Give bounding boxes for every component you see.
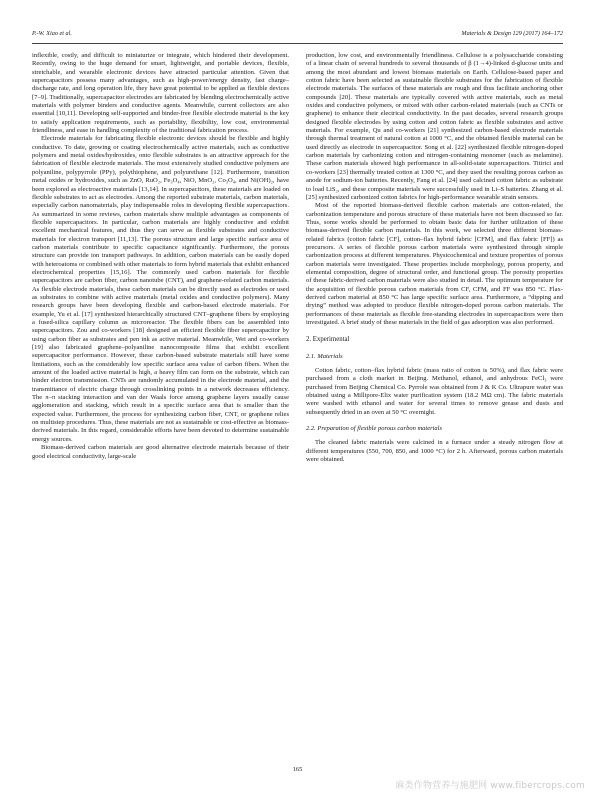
this-work-paragraph: Most of the reported biomass-derived flexible carbon materials are cotton-related, the carbonization temperature and porous structure of these materials have not been discussed so far. Thus, some works should be performed to obtain basic data for further utilization of these biomass-derived flexible carbon materials. In this work, we selected three different biomass-related fabrics (cotton fabric [CF], cotton–flax hybrid fabric [CFM], and flax fabric [FF]) as precursors. A series of flexible porous carbon materials were synthesized through simple carbonization process at different temperatures. Physicochemical and texture properties of porous carbon materials were investigated. These properties include morphology, porous property, and elemental composition, degree of structural order, and functional group. The porosity properties of these fabric-derived carbon materials were also studied in detail. The optimum temperature for the acquisition of flexible porous carbon materials from CF, CFM, and FF was 850 °C. Flax-derived carbon material at 850 °C has large specific surface area. Furthermore, a “dipping and drying” method was adopted to produce flexible nitrogen-doped porous carbon materials. The performances of these materials as flexible free-standing electrodes in supercapacitors were then investigated. A brief study of these materials in the field of gas adsorption was also performed. [306, 202, 563, 326]
subsection-title-materials: 2.1. Materials [306, 352, 343, 360]
header-rule [32, 43, 563, 44]
page-number: 165 [292, 766, 303, 773]
header-journal: Materials & Design 129 (2017) 164–172 [461, 30, 563, 37]
cellulose-paragraph: production, low cost, and environmentally friendliness. Cellulose is a polysaccharide consisting of a linear chain of several hundreds to several thousands of β (1→4)-linked d-glucose units and among the most abundant and lowest biomass materials on Earth. Cellulose-based paper and cotton fabric have been selected as sustainable flexible substrates for the fabrication of flexible electrode materials. The surfaces of these materials are rough and thus facilitate anchoring other compounds [20]. These materials are typically covered with active materials, such as metal oxides and conductive polymers, or mixed with other carbon-related materials (such as CNTs or graphene) to enhance their electrical conductivity. In the past decades, several research groups designed flexible electrodes by using cotton and cotton fabric as flexible substrates and active materials. For example, Qu and co-workers [21] synthesized carbon-based electrode materials through thermal treatment of natural cotton at 1000 °C, and the obtained flexible material can be used directly as electrode in supercapacitor. Song et al. [22] synthesized flexible nitrogen-doped carbon materials by carbonizing cotton and nitrogen-containing monomer (such as melamine). These carbon materials showed high performance in all-solid-state supercapacitors. Titirici and co-workers [23] thermally treated cotton at 1300 °C, and they used the resulting porous carbon as anode for sodium-ion batteries. Recently, Fang et al. [24] used calcined cotton fabric as substrate to load LiS₂, and these composite materials were successfully used in Li–S batteries. Zhang et al. [25] synthesized carbonized cotton fabrics for high-performance wearable strain sensors. [306, 52, 563, 201]
subsection-title-preparation: 2.2. Preparation of flexible porous carbon materials [306, 425, 443, 433]
left-column [32, 52, 289, 752]
running-header [32, 30, 563, 42]
intro-paragraph-continued: inflexible, costly, and difficult to miniaturize or integrate, which hindered their development. Recently, owing to the huge demand for smart, lightweight, and portable devices, flexible, stretchable, and wearable electronic devices have attracted particular attention. Given that supercapacitors possess many advantages, such as high-power/energy density, fast charge–discharge rate, and long operation life, they have great potential to be applied as flexible devices [7–9]. Traditionally, supercapacitor electrodes are fabricated by blending electrochemically active materials with polymer binders and conductive agents. Meanwhile, current collectors are also essential [10,11]. Developing self-supported and binder-free flexible electrode material is the key to satisfy application requirements, such as portability, flexibility, low cost, environmental friendliness, and ease in handling complexity of the traditional fabrication process. [32, 52, 289, 135]
watermark: 麻类作物营养与施肥网 www.fibercrops.com [395, 781, 585, 791]
right-column [306, 52, 563, 752]
biomass-paragraph: Biomass-derived carbon materials are good alternative electrode materials because of their good electrical conductivity, large-scale [32, 444, 289, 460]
materials-paragraph: Cotton fabric, cotton–flax hybrid fabric (mass ratio of cotton is 50%), and flax fabric were purchased from a cloth market in Beijing. Methanol, ethanol, and anhydrous FeCl₃ were purchased from Beijing Chemical Co. Pyrrole was obtained from J & K Co. Ultrapure water was obtained using a Millipore-Elix water purification system (18.2 MΩ cm). The fabric materials were washed with ethanol and water for several times to remove grease and dusts and subsequently dried in an oven at 50 °C overnight. [306, 367, 563, 416]
preparation-paragraph: The cleaned fabric materials were calcined in a furnace under a steady nitrogen flow at different temperatures (550, 700, 850, and 1000 °C) for 2 h. Afterward, porous carbon materials were obtained. [306, 439, 563, 464]
header-authors: P.-W. Xiao et al. [32, 30, 72, 37]
section-title-experimental: 2. Experimental [306, 336, 350, 344]
electrode-materials-paragraph: Electrode materials for fabricating flexible electronic devices should be flexible and highly conductive. To date, growing or coating electrochemically active materials, such as conductive polymers and metal oxides/hydroxides, onto flexible substrates is an attractive approach for the fabrication of flexible electrode materials. The most extensively studied conductive polymers are polyaniline, polypyrrole (PPy), polythiophene, and polyurethane [12]. Furthermore, transition metal oxides or hydroxides, such as ZnO, RuO₂, Fe₃O₄, NiO, MnO₂, Co₃O₄, and Ni(OH)₂, have been explored as electroactive materials [13,14]. In supercapacitors, these materials are loaded on flexible substrates to act as electrodes. Among the reported substrate materials, carbon materials, especially carbon nanomaterials, play indispensable roles in developing flexible supercapacitors. As summarized in some reviews, carbon materials show multiple advantages as components of flexible supercapacitors. In particular, carbon materials are highly conductive and exhibit excellent mechanical features, and thus they can serve as flexible substrates and conductive materials for electron transport [11,13]. The porous structure and large specific surface area of carbon materials contribute to specific capacitance significantly. Furthermore, the porous structure can provide ion transport pathways. In addition, carbon materials can be easily doped with heteroatoms or combined with other materials to form hybrid materials that exhibit enhanced electrochemical properties [15,16]. The commonly used carbon materials for flexible supercapacitors are carbon fiber, carbon nanotube (CNT), and graphene-related carbon materials. As flexible electrode materials, these carbon materials can be directly used as electrodes or used as substrates to combine with active materials (metal oxides and conductive polymers). Many research groups have been developing flexible and carbon-based electrode materials. For example, Yu et al. [17] synthesized hierarchically structured CNT–graphene fibers by employing a fused-silica capillary column as microreactor. The flexible fibers can be assembled into supercapacitors. Zou and co-workers [18] designed an efficient flexible fiber supercapacitor by using carbon fiber as substrates and pen ink as active material. Meanwhile, Wei and co-workers [19] also fabricated graphene–polyaniline nanocomposite films that exhibit excellent supercapacitor performance. However, these carbon-based substrate materials still have some limitations, such as the considerably low specific surface area value of carbon fibers. When the amount of the loaded active material is high, a heavy film can form on the substrate, which can hinder electron transmission. CNTs are randomly accumulated in the electrode material, and the transmittance of electric charge through crosslinking points in a network decreases efficiency. The π–π stacking interaction and van der Waals force among graphene layers usually cause agglomeration and stacking, which result in a specific surface area that is smaller than the expected value. Furthermore, the process for synthesizing carbon fiber, CNT, or graphene relies on multistep procedures. Thus, these materials are not as sustainable or cost-effective as biomass-derived materials. In this regard, considerable efforts have been devoted to determine sustainable energy sources. [32, 135, 289, 443]
